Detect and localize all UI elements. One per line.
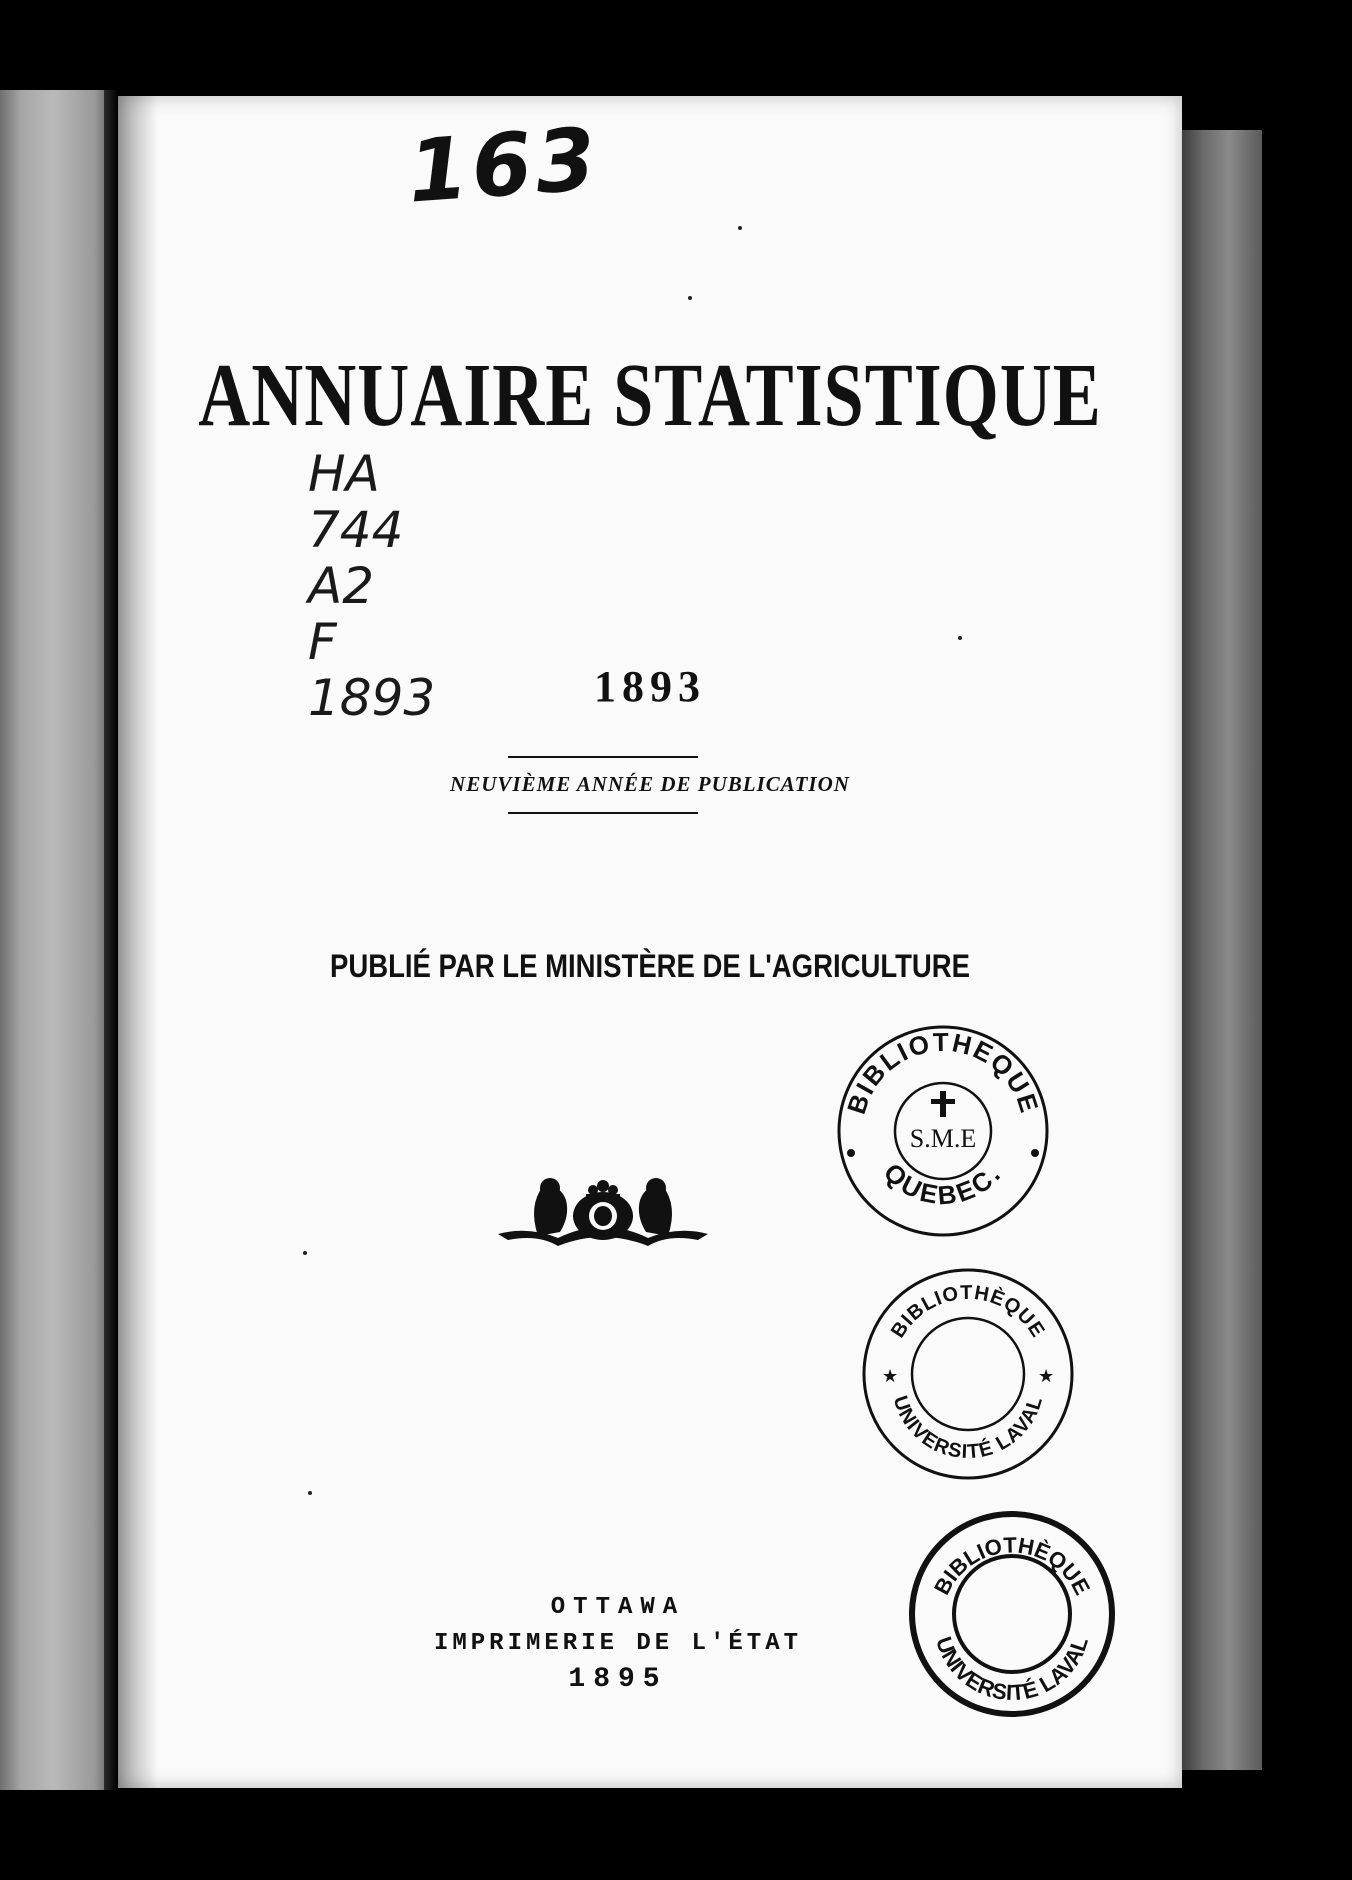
divider-rule — [508, 756, 698, 758]
stamp-top-text: BIBLIOTHÈQUE — [928, 1532, 1096, 1599]
imprint-year: 1895 — [568, 1664, 668, 1695]
svg-text:QUEBEC. — [878, 1157, 1008, 1210]
star-icon: ★ — [882, 1366, 899, 1387]
cross-icon — [931, 1091, 955, 1117]
stamp-bottom-text: UNIVERSITÉ LAVAL — [888, 1393, 1048, 1464]
edition-line: NEUVIÈME ANNÉE DE PUBLICATION — [450, 772, 850, 796]
stamp-top-text: BIBLIOTHÈQUE — [886, 1281, 1050, 1342]
stamp-top-text: BIBLIOTHEQUE — [840, 1026, 1045, 1118]
publisher-line: PUBLIÉ PAR LE MINISTÈRE DE L'AGRICULTURE — [329, 948, 971, 984]
document-year: 1893 — [594, 662, 706, 711]
library-stamp-sme-quebec — [833, 1021, 1053, 1241]
library-stamp-universite-laval — [858, 1264, 1078, 1484]
stamp-bottom-text: UNIVERSITÉ LAVAL — [930, 1633, 1093, 1706]
svg-text:BIBLIOTHÈQUE — [887, 1282, 1049, 1342]
call-number-line: HA — [308, 445, 380, 503]
star-icon: ★ — [1038, 1366, 1055, 1387]
call-number-line: F — [308, 613, 337, 671]
title-page — [118, 96, 1182, 1788]
call-number-line: A2 — [308, 557, 375, 615]
stamp-bottom-text: QUEBEC. — [877, 1157, 1008, 1211]
svg-text:BIBLIOTHÈQUE — [929, 1532, 1095, 1598]
imprint-city: OTTAWA — [550, 1594, 686, 1621]
divider-rule — [508, 812, 698, 814]
facing-page-edge — [0, 90, 118, 1790]
royal-coat-of-arms-icon — [498, 1176, 708, 1256]
stamp-center-text: S.M.E — [909, 1124, 977, 1153]
book-fore-edge — [1180, 130, 1262, 1770]
document-title: ANNUAIRE STATISTIQUE — [198, 344, 1102, 445]
imprint-printer: IMPRIMERIE DE L'ÉTAT — [433, 1630, 803, 1657]
call-number-line: 1893 — [308, 669, 436, 727]
svg-text:UNIVERSITÉ LAVAL — [889, 1393, 1048, 1463]
handwritten-folio-number: 163 — [404, 109, 603, 223]
call-number-line: 744 — [308, 501, 404, 559]
